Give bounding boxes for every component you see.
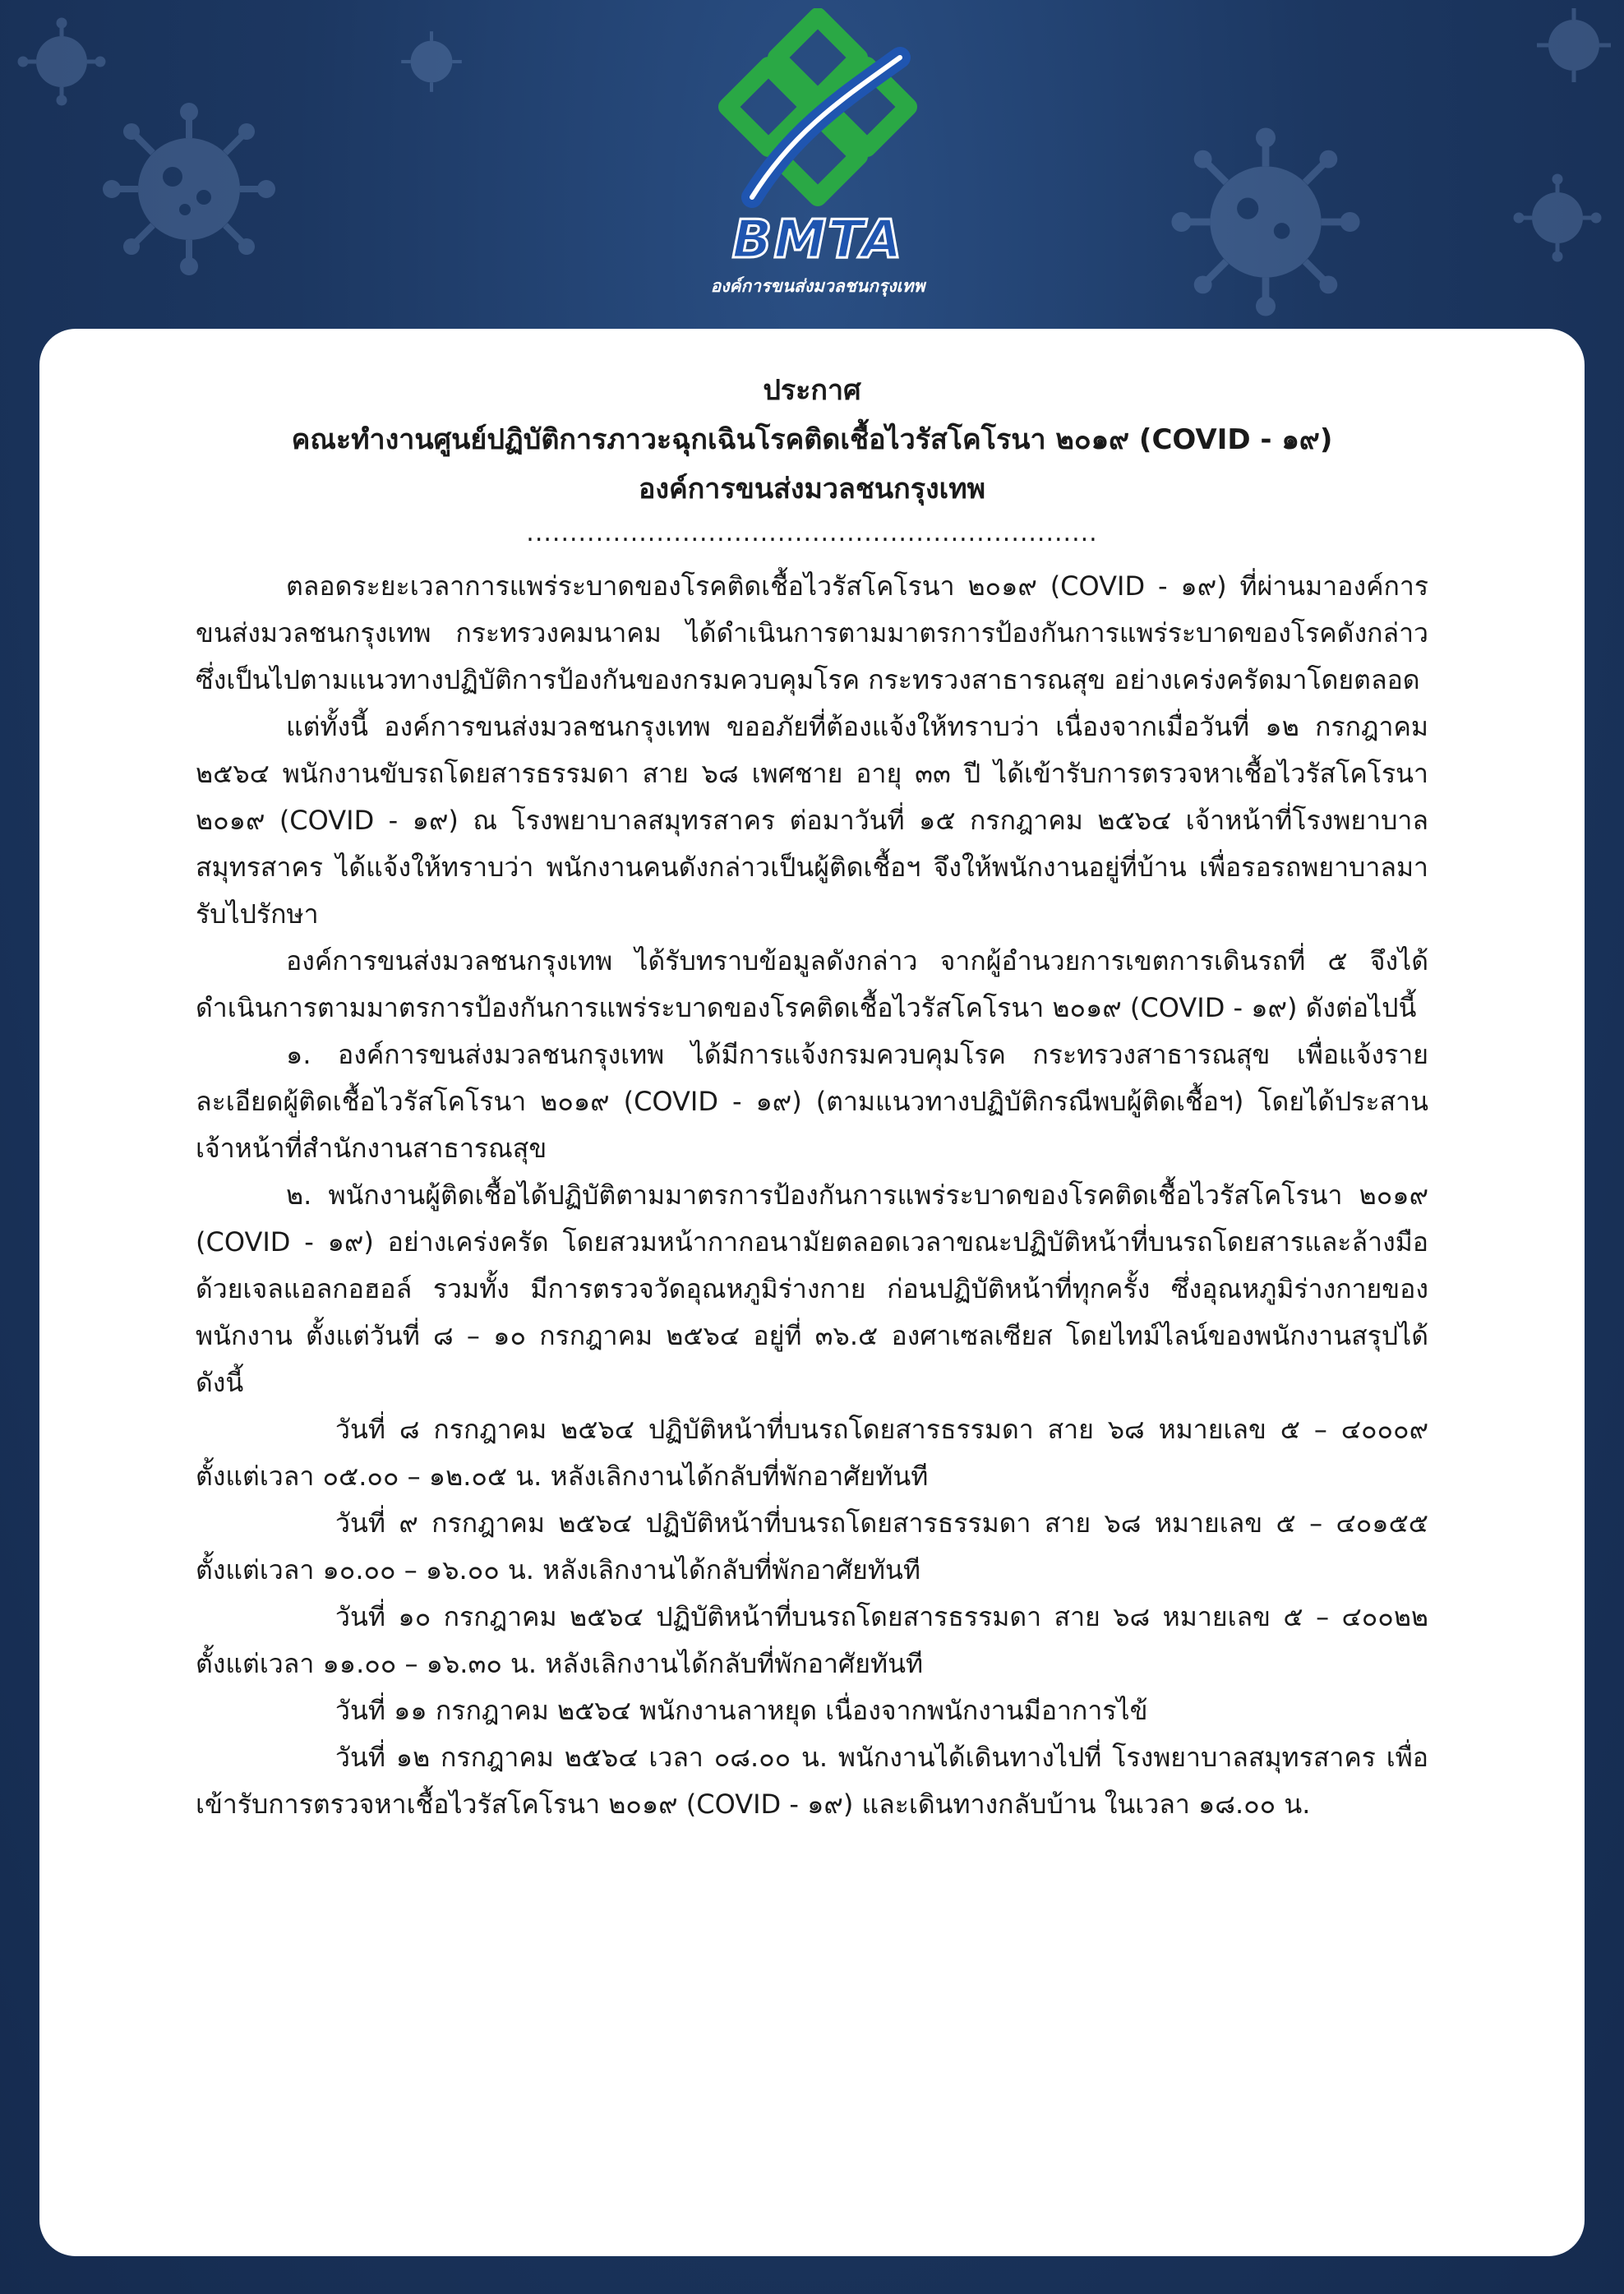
announcement-content <box>196 366 1428 1828</box>
announcement-organization: องค์การขนส่งมวลชนกรุงเทพ <box>638 473 986 505</box>
announcement-heading: ประกาศ <box>763 374 861 407</box>
bmta-emblem-icon <box>694 8 941 214</box>
paragraph: ตลอดระยะเวลาการแพร่ระบาดของโรคติดเชื้อไวรัสโคโรนา ๒๐๑๙ (COVID - ๑๙) ที่ผ่านมาองค์การขนส่งมวลชนกรุงเทพ กระทรวงคมนาคม ได้ดำเนินการตามมาตรการป้องกันการแพร่ระบาดของโรคดังกล่าว ซึ่งเป็นไปตามแนวทางปฏิบัติการป้องกันของกรมควบคุมโรค กระทรวงสาธารณสุข อย่างเคร่งครัดมาโดยตลอด <box>196 570 1428 695</box>
header <box>0 0 1624 329</box>
timeline-item: วันที่ ๑๐ กรกฎาคม ๒๕๖๔ ปฏิบัติหน้าที่บนรถโดยสารธรรมดา สาย ๖๘ หมายเลข ๕ – ๔๐๐๒๒ ตั้งแต่เวลา ๑๑.๐๐ – ๑๖.๓๐ น. หลังเลิกงานได้กลับที่พักอาศัยทันที <box>196 1601 1429 1679</box>
logo-wordmark: BMTA <box>731 210 904 270</box>
paragraph: ๒. พนักงานผู้ติดเชื้อได้ปฏิบัติตามมาตรการป้องกันการแพร่ระบาดของโรคติดเชื้อไวรัสโคโรนา ๒๐๑๙ (COVID - ๑๙) อย่างเคร่งครัด โดยสวมหน้ากากอนามัยตลอดเวลาขณะปฏิบัติหน้าที่บนรถโดยสารและล้างมือด้วยเจลแอลกอฮอล์ รวมทั้ง มีการตรวจวัดอุณหภูมิร่างกาย ก่อนปฏิบัติหน้าที่ทุกครั้ง ซึ่งอุณหภูมิร่างกายของพนักงาน ตั้งแต่วันที่ ๘ – ๑๐ กรกฎาคม ๒๕๖๔ อยู่ที่ ๓๖.๕ องศาเซลเซียส โดยไทม์ไลน์ของพนักงานสรุปได้ ดังนี้ <box>196 1179 1428 1398</box>
logo-subtitle: องค์การขนส่งมวลชนกรุงเทพ <box>710 276 925 296</box>
paragraph: องค์การขนส่งมวลชนกรุงเทพ ได้รับทราบข้อมูลดังกล่าว จากผู้อำนวยการเขตการเดินรถที่ ๕ จึงได้ดำเนินการตามมาตรการป้องกันการแพร่ระบาดของโรคติดเชื้อไวรัสโคโรนา ๒๐๑๙ (COVID - ๑๙) ดังต่อไปนี้ <box>196 945 1428 1023</box>
paragraph: ๑. องค์การขนส่งมวลชนกรุงเทพ ได้มีการแจ้งกรมควบคุมโรค กระทรวงสาธารณสุข เพื่อแจ้งรายละเอียดผู้ติดเชื้อไวรัสโคโรนา ๒๐๑๙ (COVID - ๑๙) (ตามแนวทางปฏิบัติกรณีพบผู้ติดเชื้อฯ) โดยได้ประสานเจ้าหน้าที่สำนักงานสาธารณสุข <box>196 1039 1428 1164</box>
timeline-item: วันที่ ๑๑ กรกฎาคม ๒๕๖๔ พนักงานลาหยุด เนื่องจากพนักงานมีอาการไข้ <box>335 1695 1148 1726</box>
bmta-logo <box>694 8 941 296</box>
timeline-item: วันที่ ๘ กรกฎาคม ๒๕๖๔ ปฏิบัติหน้าที่บนรถโดยสารธรรมดา สาย ๖๘ หมายเลข ๕ – ๔๐๐๐๙ ตั้งแต่เวลา ๐๕.๐๐ – ๑๒.๐๕ น. หลังเลิกงานได้กลับที่พักอาศัยทันที <box>196 1414 1429 1492</box>
announcement-card <box>39 329 1585 2256</box>
timeline-item: วันที่ ๙ กรกฎาคม ๒๕๖๔ ปฏิบัติหน้าที่บนรถโดยสารธรรมดา สาย ๖๘ หมายเลข ๕ – ๔๐๑๕๕ ตั้งแต่เวลา ๑๐.๐๐ – ๑๖.๐๐ น. หลังเลิกงานได้กลับที่พักอาศัยทันที <box>196 1507 1429 1585</box>
paragraph: แต่ทั้งนี้ องค์การขนส่งมวลชนกรุงเทพ ขออภัยที่ต้องแจ้งให้ทราบว่า เนื่องจากเมื่อวันที่ ๑๒ กรกฎาคม ๒๕๖๔ พนักงานขับรถโดยสารธรรมดา สาย ๖๘ เพศชาย อายุ ๓๓ ปี ได้เข้ารับการตรวจหาเชื้อไวรัสโคโรนา ๒๐๑๙ (COVID - ๑๙) ณ โรงพยาบาลสมุทรสาคร ต่อมาวันที่ ๑๕ กรกฎาคม ๒๕๖๔ เจ้าหน้าที่โรงพยาบาลสมุทรสาคร ได้แจ้งให้ทราบว่า พนักงานคนดังกล่าวเป็นผู้ติดเชื้อฯ จึงให้พนักงานอยู่ที่บ้าน เพื่อรอรถพยาบาลมารับไปรักษา <box>196 711 1428 930</box>
timeline-item: วันที่ ๑๒ กรกฎาคม ๒๕๖๔ เวลา ๐๘.๐๐ น. พนักงานได้เดินทางไปที่ โรงพยาบาลสมุทรสาคร เพื่อเข้ารับการตรวจหาเชื้อไวรัสโคโรนา ๒๐๑๙ (COVID - ๑๙) และเดินทางกลับบ้าน ในเวลา ๑๘.๐๐ น. <box>196 1742 1429 1820</box>
announcement-subheading: คณะทำงานศูนย์ปฏิบัติการภาวะฉุกเฉินโรคติดเชื้อไวรัสโคโรนา ๒๐๑๙ (COVID - ๑๙) <box>291 423 1333 456</box>
separator-line: .................................................................. <box>526 519 1098 547</box>
